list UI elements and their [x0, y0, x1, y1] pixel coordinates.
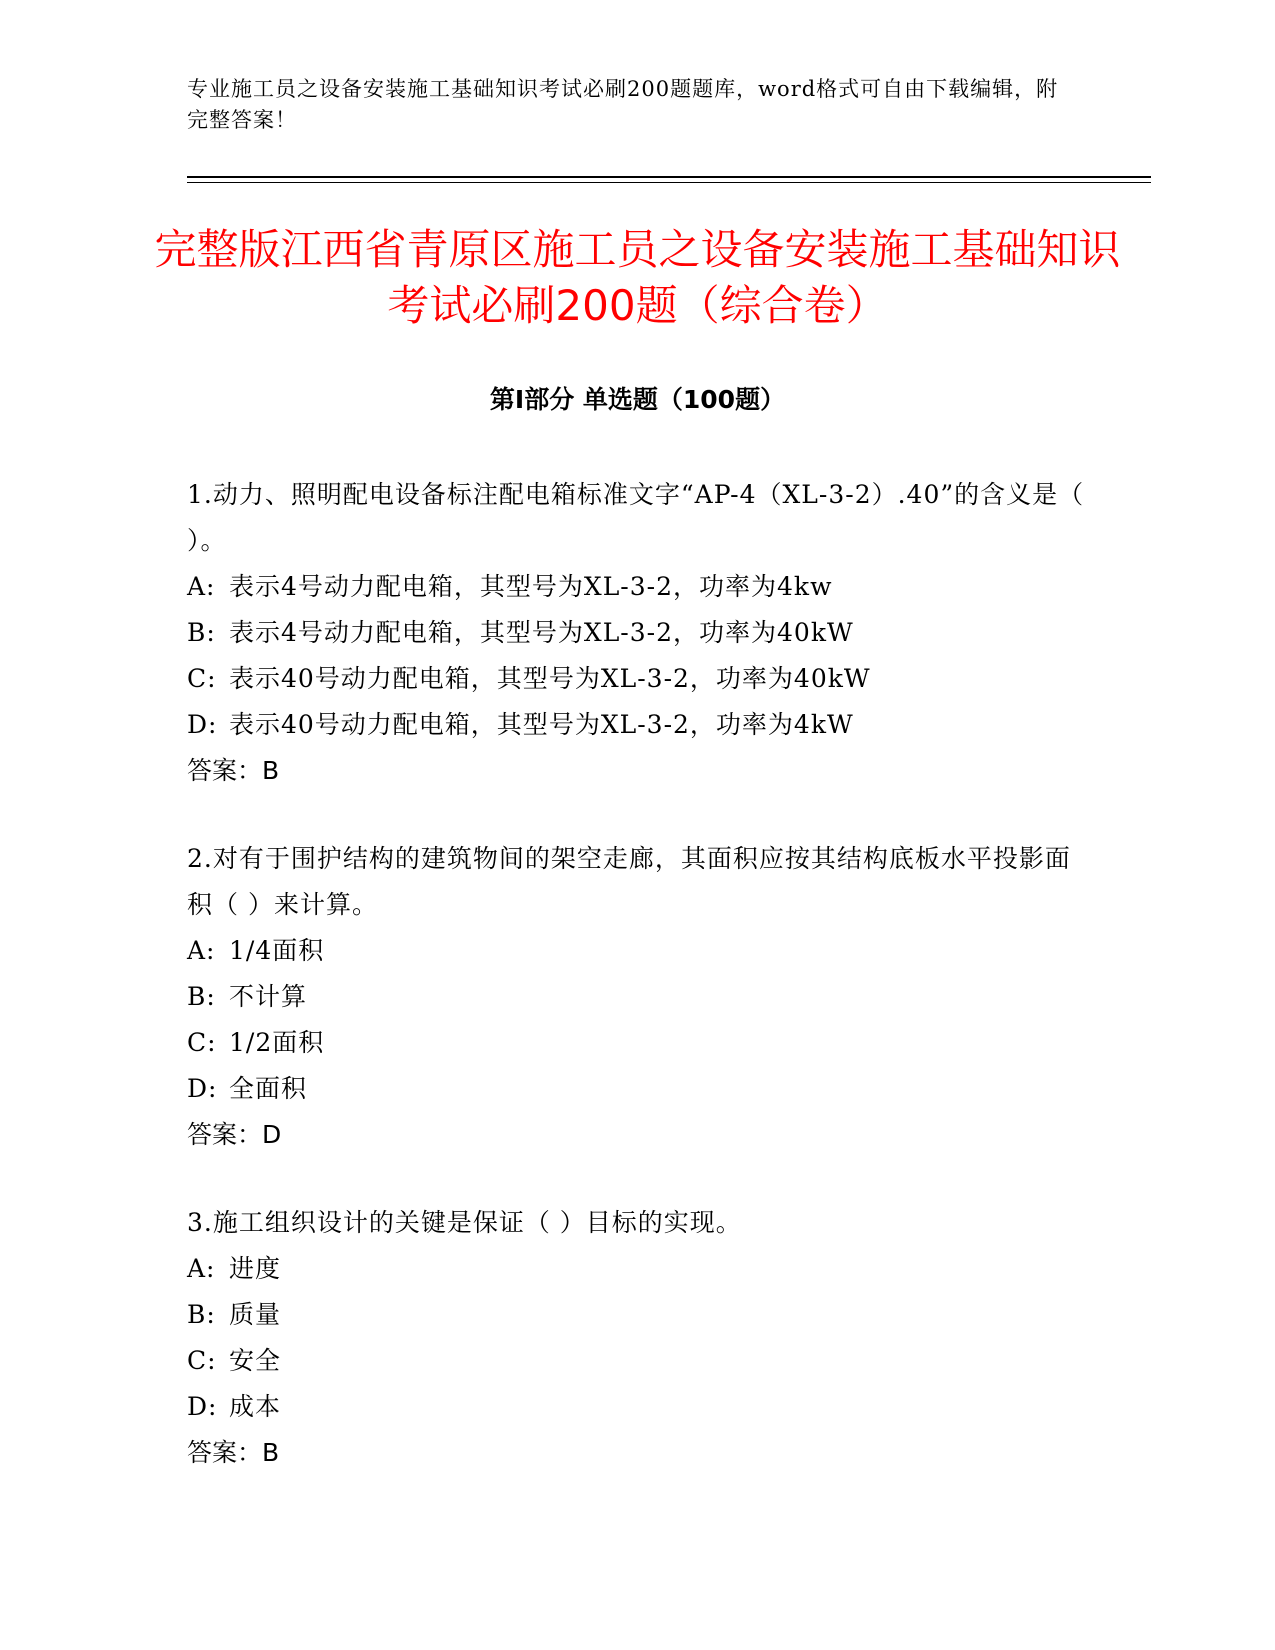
option-letter: C:	[187, 664, 217, 693]
question-3	[187, 1200, 1087, 1476]
option-letter: B:	[187, 618, 216, 647]
header-divider-thick	[187, 176, 1151, 178]
option-text: 安全	[229, 1346, 282, 1375]
option-letter: D:	[187, 1392, 218, 1421]
option-letter: C:	[187, 1346, 217, 1375]
question-stem: 3.施工组织设计的关键是保证（ ）目标的实现。	[187, 1208, 742, 1237]
option-letter: A:	[187, 936, 216, 965]
question-stem: 2.对有于围护结构的建筑物间的架空走廊，其面积应按其结构底板水平投影面积（ ）来计算。	[187, 844, 1071, 919]
option-b	[187, 974, 1087, 1020]
option-text: 表示4号动力配电箱，其型号为XL-3-2，功率为40kW	[229, 618, 854, 647]
header-note: 专业施工员之设备安装施工基础知识考试必刷200题题库，word格式可自由下载编辑，附完整答案！	[187, 77, 1059, 132]
question-1	[187, 472, 1087, 794]
option-letter: A:	[187, 572, 216, 601]
question-stem: 1.动力、照明配电设备标注配电箱标准文字“AP-4（XL-3-2）.40”的含义是（ ）。	[187, 480, 1085, 555]
question-2	[187, 836, 1087, 1158]
option-c	[187, 1020, 1087, 1066]
document-title: 完整版江西省青原区施工员之设备安装施工基础知识考试必刷200题（综合卷）	[154, 225, 1121, 330]
option-text: 全面积	[229, 1074, 308, 1103]
answer-line: 答案：B	[187, 1438, 280, 1467]
option-letter: A:	[187, 1254, 216, 1283]
option-a	[187, 1246, 1087, 1292]
option-text: 1/2面积	[229, 1028, 325, 1057]
option-c	[187, 1338, 1087, 1384]
question-list	[187, 472, 1087, 1518]
option-a	[187, 928, 1087, 974]
option-text: 1/4面积	[229, 936, 325, 965]
option-d	[187, 702, 1087, 748]
option-c	[187, 656, 1087, 702]
header-divider-thin	[187, 182, 1151, 183]
option-a	[187, 564, 1087, 610]
section-heading: 第I部分 单选题（100题）	[489, 385, 786, 414]
option-text: 质量	[229, 1300, 282, 1329]
option-letter: D:	[187, 710, 218, 739]
answer-line: 答案：B	[187, 756, 280, 785]
option-text: 进度	[229, 1254, 282, 1283]
option-text: 表示4号动力配电箱，其型号为XL-3-2，功率为4kw	[229, 572, 833, 601]
option-b	[187, 1292, 1087, 1338]
option-text: 表示40号动力配电箱，其型号为XL-3-2，功率为4kW	[229, 710, 854, 739]
answer-line: 答案：D	[187, 1120, 282, 1149]
option-text: 表示40号动力配电箱，其型号为XL-3-2，功率为40kW	[229, 664, 871, 693]
option-letter: D:	[187, 1074, 218, 1103]
option-text: 不计算	[229, 982, 308, 1011]
option-letter: C:	[187, 1028, 217, 1057]
option-letter: B:	[187, 1300, 216, 1329]
option-b	[187, 610, 1087, 656]
option-d	[187, 1384, 1087, 1430]
option-letter: B:	[187, 982, 216, 1011]
option-text: 成本	[229, 1392, 282, 1421]
option-d	[187, 1066, 1087, 1112]
